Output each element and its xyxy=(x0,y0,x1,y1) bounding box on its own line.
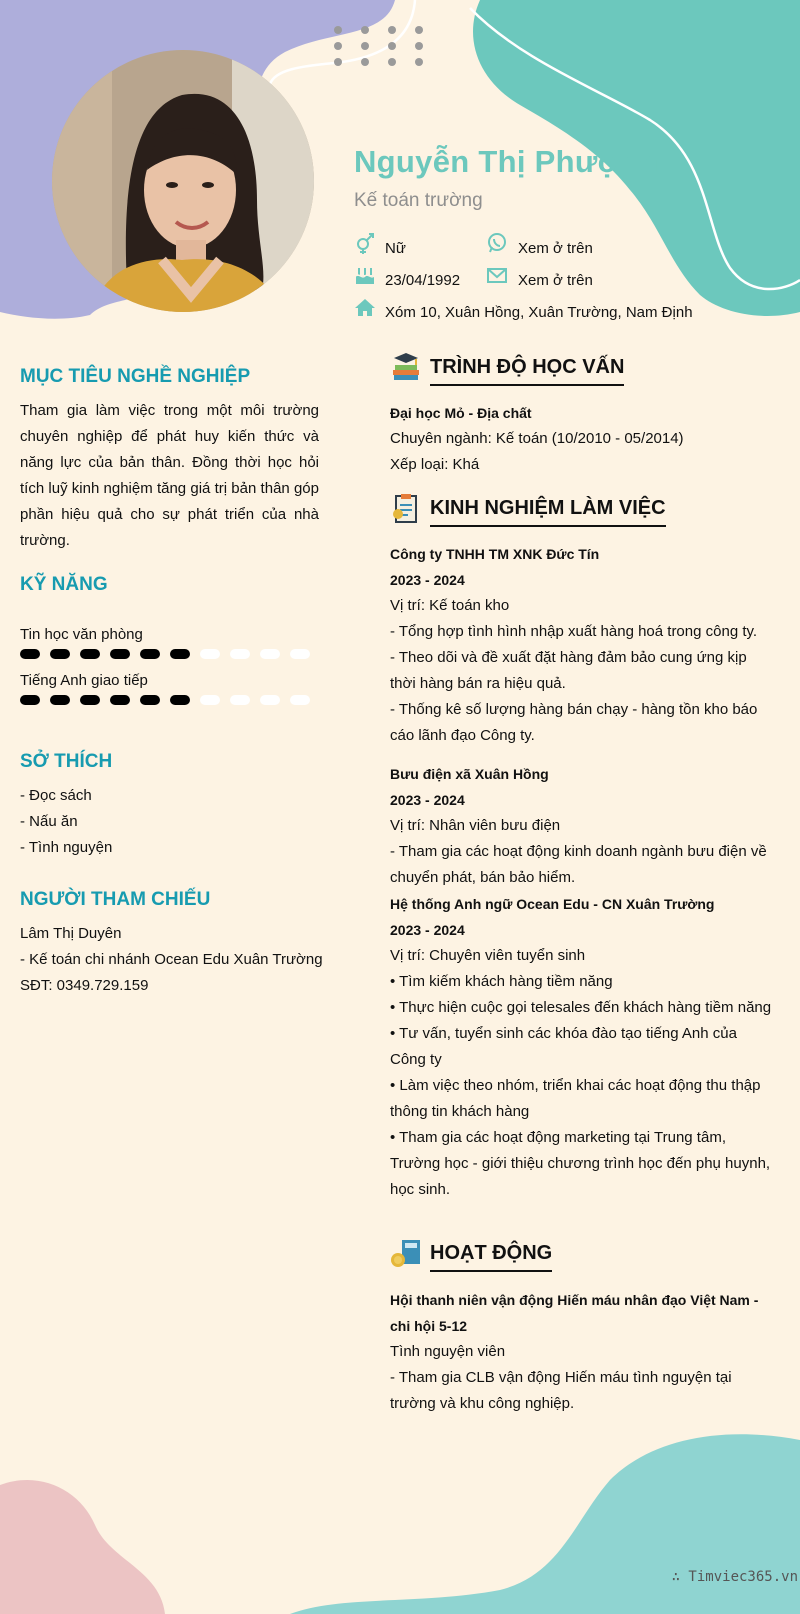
birthday-cake-icon xyxy=(354,264,376,286)
reference-line: SĐT: 0349.729.159 xyxy=(20,977,149,994)
activity-line: - Tham gia CLB vận động Hiến máu tình nguyện tại trường và khu công nghiệp. xyxy=(390,1369,732,1412)
hobbies-section xyxy=(20,751,319,861)
gender-icon xyxy=(354,232,376,254)
activities-section xyxy=(390,1287,775,1417)
experience-heading: KINH NGHIỆM LÀM VIỆC xyxy=(430,497,666,527)
skill-segment-filled xyxy=(20,695,40,705)
reference-line: - Kế toán chi nhánh Ocean Edu Xuân Trường xyxy=(20,951,323,968)
education-section xyxy=(390,400,775,478)
skill-level-bar xyxy=(20,694,320,706)
skill-segment-filled xyxy=(140,649,160,659)
job-company: Hệ thống Anh ngữ Ocean Edu - CN Xuân Trường xyxy=(390,896,715,912)
skills-heading: KỸ NĂNG xyxy=(20,574,108,595)
reference-section xyxy=(20,889,323,999)
objective-section xyxy=(20,366,319,554)
job-period: 2023 - 2024 xyxy=(390,922,465,938)
candidate-title: Kế toán trường xyxy=(354,190,483,211)
job-company: Bưu điện xã Xuân Hồng xyxy=(390,766,549,782)
skill-segment-empty xyxy=(230,649,250,659)
skill-segment-empty xyxy=(290,649,310,659)
gender-value: Nữ xyxy=(385,240,406,257)
job-entry xyxy=(390,891,775,1203)
education-school: Đại học Mỏ - Địa chất xyxy=(390,405,532,421)
activities-heading: HOẠT ĐỘNG xyxy=(430,1242,552,1272)
profile-photo xyxy=(52,50,314,312)
skill-segment-empty xyxy=(200,649,220,659)
skill-segment-filled xyxy=(20,649,40,659)
skill-segment-empty xyxy=(260,649,280,659)
skill-label: Tin học văn phòng xyxy=(20,626,143,643)
phone-icon xyxy=(486,232,508,254)
job-company: Công ty TNHH TM XNK Đức Tín xyxy=(390,546,600,562)
job-line: - Tham gia các hoạt động kinh doanh ngành bưu điện về chuyển phát, bán bảo hiểm. xyxy=(390,843,767,886)
bottom-teal-blob xyxy=(290,1434,800,1614)
skill-segment-filled xyxy=(50,695,70,705)
objective-text: Tham gia làm việc trong một môi trường chuyên nghiệp để phát huy kiến thức và năng lực của bản thân. Đồng thời học hỏi tích luỹ kinh nghiệm tăng giá trị bản thân góp phần hiệu quả cho sự phát triển của nhà trường. xyxy=(20,402,319,549)
hobby-item: - Đọc sách xyxy=(20,787,92,804)
calculator-coins-icon xyxy=(390,1238,422,1270)
skill-level-bar xyxy=(20,648,320,660)
job-line: - Thống kê số lượng hàng bán chạy - hàng tồn kho báo cáo lãnh đạo Công ty. xyxy=(390,701,758,744)
job-line: - Theo dõi và đề xuất đặt hàng đảm bảo cung ứng kịp thời hàng bán ra hiệu quả. xyxy=(390,649,747,692)
skill-segment-empty xyxy=(200,695,220,705)
home-icon xyxy=(354,297,376,319)
skill-segment-filled xyxy=(80,649,100,659)
job-entry xyxy=(390,761,775,891)
skill-segment-filled xyxy=(140,695,160,705)
activity-org: Hội thanh niên vận động Hiến máu nhân đạo Việt Nam - chi hội 5-12 xyxy=(390,1292,759,1334)
objective-heading: MỤC TIÊU NGHỀ NGHIỆP xyxy=(20,366,251,387)
education-heading: TRÌNH ĐỘ HỌC VẤN xyxy=(430,356,624,386)
skill-segment-filled xyxy=(110,649,130,659)
email-icon xyxy=(486,264,508,286)
job-line: • Tư vấn, tuyển sinh các khóa đào tạo tiếng Anh của Công ty xyxy=(390,1025,737,1068)
skill-segment-filled xyxy=(170,649,190,659)
job-line: • Tham gia các hoạt động marketing tại Trung tâm, Trường học - giới thiệu chương trình học đến phụ huynh, học sinh. xyxy=(390,1129,771,1198)
skill-segment-empty xyxy=(230,695,250,705)
reference-line: Lâm Thị Duyên xyxy=(20,925,122,942)
job-line: • Làm việc theo nhóm, triển khai các hoạt động thu thập thông tin khách hàng xyxy=(390,1077,761,1120)
dob-value: 23/04/1992 xyxy=(385,272,461,289)
skill-label: Tiếng Anh giao tiếp xyxy=(20,672,148,689)
clipboard-icon xyxy=(390,492,422,524)
pink-blob xyxy=(0,1480,165,1614)
education-line: Xếp loại: Khá xyxy=(390,456,480,473)
hobby-item: - Tình nguyện xyxy=(20,839,113,856)
skill-segment-empty xyxy=(260,695,280,705)
address-value: Xóm 10, Xuân Hồng, Xuân Trường, Nam Định xyxy=(385,304,693,321)
hobby-item: - Nấu ăn xyxy=(20,813,78,830)
hobbies-heading: SỞ THÍCH xyxy=(20,751,113,772)
job-entry xyxy=(390,541,775,749)
job-period: 2023 - 2024 xyxy=(390,572,465,588)
reference-heading: NGƯỜI THAM CHIẾU xyxy=(20,889,211,910)
activity-role: Tình nguyện viên xyxy=(390,1343,506,1360)
skill-segment-filled xyxy=(110,695,130,705)
candidate-name: Nguyễn Thị Phượng xyxy=(354,144,659,179)
job-position: Vị trí: Kế toán kho xyxy=(390,597,510,614)
skill-segment-filled xyxy=(50,649,70,659)
job-line: • Tìm kiếm khách hàng tiềm năng xyxy=(390,973,613,990)
watermark: ∴ Timviec365.vn xyxy=(671,1569,798,1585)
job-line: • Thực hiện cuộc gọi telesales đến khách hàng tiềm năng xyxy=(390,999,772,1016)
job-line: - Tổng hợp tình hình nhập xuất hàng hoá trong công ty. xyxy=(390,623,758,640)
phone-value: Xem ở trên xyxy=(518,240,593,257)
skill-segment-filled xyxy=(170,695,190,705)
skill-segment-empty xyxy=(290,695,310,705)
skill-segment-filled xyxy=(80,695,100,705)
skills-heading-wrap xyxy=(20,574,319,596)
education-line: Chuyên ngành: Kế toán (10/2010 - 05/2014) xyxy=(390,430,684,447)
job-position: Vị trí: Chuyên viên tuyển sinh xyxy=(390,947,586,964)
job-period: 2023 - 2024 xyxy=(390,792,465,808)
job-position: Vị trí: Nhân viên bưu điện xyxy=(390,817,561,834)
books-icon xyxy=(390,350,422,382)
email-value: Xem ở trên xyxy=(518,272,593,289)
